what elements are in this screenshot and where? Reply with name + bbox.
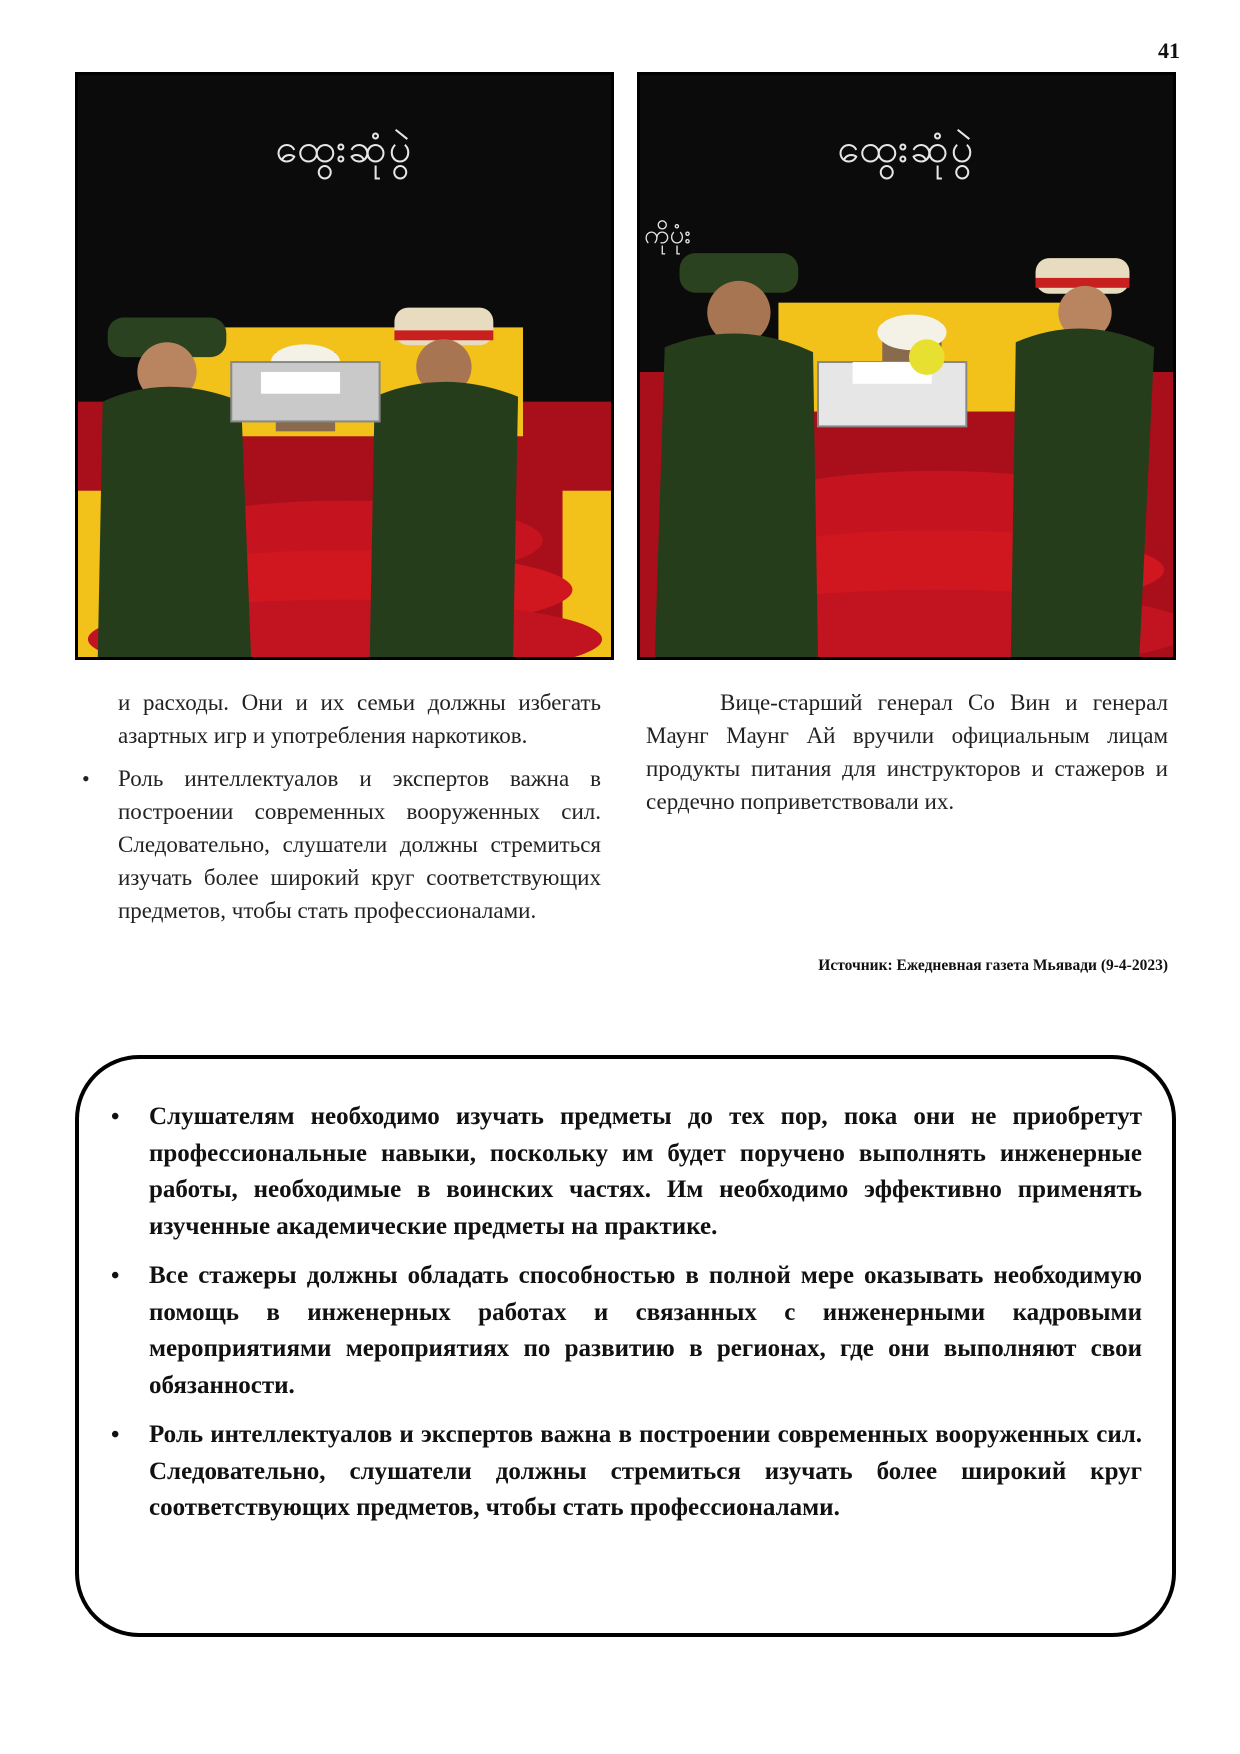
list-item: • Все стажеры должны обладать способностью в полной мере оказывать необходимую помощь в инженерных работах и связанных с инженерными кадровыми мероприятиями мероприятиях по развитию в регионах, где они выполняют свои обязанности. bbox=[149, 1258, 1142, 1404]
list-item: • Роль интеллектуалов и экспертов важна в построении современных вооруженных сил. Следовательно, слушатели должны стремиться изучать более широкий круг соответствующих предметов, чтобы стать профессионалами. bbox=[118, 762, 601, 927]
list-item: • Слушателям необходимо изучать предметы до тех пор, пока они не приобретут профессиональные навыки, поскольку им будет поручено выполнять инженерные работы, необходимые в воинских частях. Им необходимо эффективно применять изученные академические предметы на практике. bbox=[149, 1099, 1142, 1245]
summary-bullet-list bbox=[149, 1099, 1142, 1540]
banner-text: ထွေးဆုံပွဲ bbox=[275, 126, 414, 172]
right-column bbox=[646, 686, 1168, 818]
left-bullet-list bbox=[118, 762, 601, 927]
ceremony-photo-right bbox=[637, 72, 1176, 660]
list-item: • Роль интеллектуалов и экспертов важна в построении современных вооруженных сил. Следовательно, слушатели должны стремиться изучать более широкий круг соответствующих предметов, чтобы стать профессионалами. bbox=[149, 1417, 1142, 1527]
left-column bbox=[118, 686, 601, 927]
continuation-paragraph: и расходы. Они и их семьи должны избегать азартных игр и употребления наркотиков. bbox=[118, 690, 601, 748]
side-banner-text: ကိုပုံး bbox=[644, 220, 691, 250]
ceremony-photo-left bbox=[75, 72, 614, 660]
source-citation: Источник: Ежедневная газета Мьявади (9-4-2023) bbox=[818, 957, 1168, 974]
summary-box bbox=[75, 1055, 1176, 1637]
page-number: 41 bbox=[1158, 38, 1180, 63]
banner-text: ထွေးဆုံပွဲ bbox=[837, 126, 976, 172]
caption-paragraph: Вице-старший генерал Со Вин и генерал Маунг Маунг Ай вручили официальным лицам продукты питания для инструкторов и стажеров и сердечно поприветствовали их. bbox=[646, 690, 1168, 814]
